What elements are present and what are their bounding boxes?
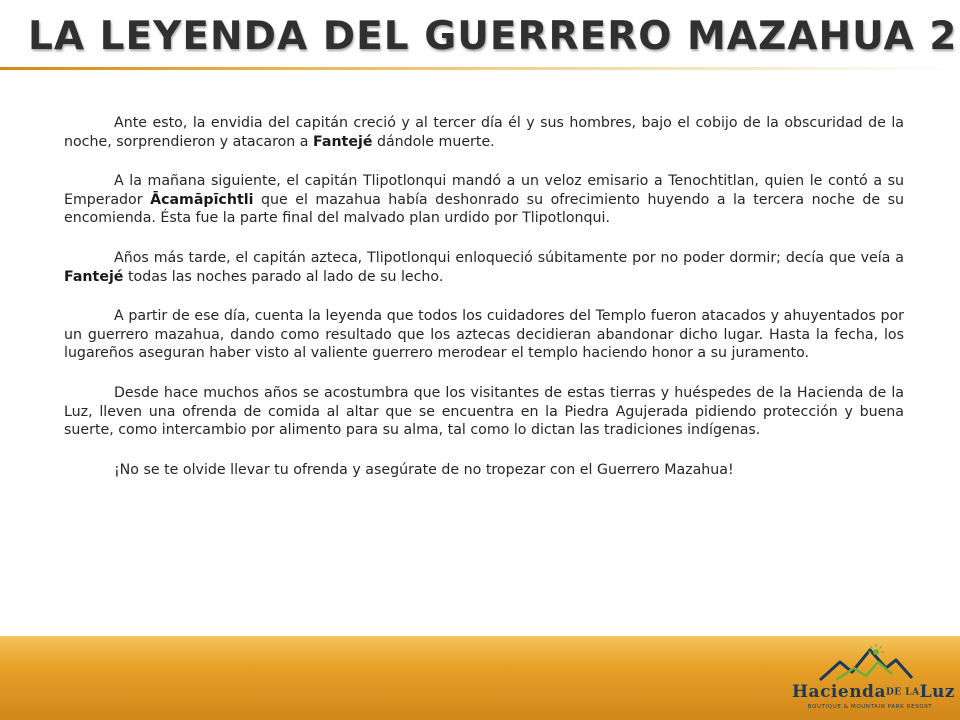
paragraph-text: A la mañana siguiente, el capitán Tlipotlonqui mandó a un veloz emisario a Tenochtitlan, quien le contó a su Emperador — [64, 173, 904, 208]
story-paragraph — [64, 114, 904, 151]
story-paragraph — [64, 172, 904, 228]
paragraph-text: que el mazahua había deshonrado su ofrecimiento huyendo a la tercera noche de su encomienda. Ésta fue la parte final del malvado plan urdido por Tlipotlonqui. — [64, 191, 904, 227]
paragraph-text: ¡No se te olvide llevar tu ofrenda y asegúrate de no tropezar con el Guerrero Mazahua! — [114, 461, 734, 478]
story-paragraph — [64, 249, 904, 286]
character-name: Ācamāpīchtli — [150, 191, 254, 208]
paragraph-text: Desde hace muchos años se acostumbra que los visitantes de estas tierras y huéspedes de la Hacienda de la Luz, lleven una ofrenda de comida al altar que se encuentra en la Piedra Agujerada pidiendo protección y buena suerte, como intercambio por alimento para su alma, tal como lo dictan las tradiciones indígenas. — [64, 384, 904, 439]
paragraph-text: Ante esto, la envidia del capitán creció y al tercer día él y sus hombres, bajo el cobijo de la obscuridad de la noche, sorprendieron y atacaron a — [64, 115, 904, 150]
slide-title: LA LEYENDA DEL GUERRERO MAZAHUA 2 — [28, 14, 958, 59]
paragraph-text: todas las noches parado al lado de su lecho. — [123, 268, 444, 285]
paragraph-text: Años más tarde, el capitán azteca, Tlipotlonqui enloqueció súbitamente por no poder dormir; decía que veía a — [114, 249, 904, 266]
story-paragraph — [64, 461, 904, 480]
paragraph-text: A partir de ese día, cuenta la leyenda que todos los cuidadores del Templo fueron atacados y ahuyentados por un guerrero mazahua, dando como resultado que los aztecas decidieran abandonar dicho lugar. Hasta la fecha, los lugareños aseguran haber visto al valiente guerrero merodear el templo haciendo honor a su juramento. — [64, 308, 904, 362]
logo-wordmark: HaciendaDE LALuz — [792, 682, 956, 702]
character-name: Fantejé — [313, 133, 373, 150]
logo-tagline: BOUTIQUE & MOUNTAIN PARK RESORT — [807, 704, 933, 710]
story-paragraph — [64, 307, 904, 363]
hacienda-logo — [788, 642, 956, 716]
mountain-logo-icon — [818, 644, 914, 684]
title-underline — [0, 67, 960, 70]
story-text — [64, 114, 904, 500]
paragraph-text: dándole muerte. — [372, 133, 495, 150]
character-name: Fantejé — [64, 268, 124, 285]
story-paragraph — [64, 384, 904, 440]
